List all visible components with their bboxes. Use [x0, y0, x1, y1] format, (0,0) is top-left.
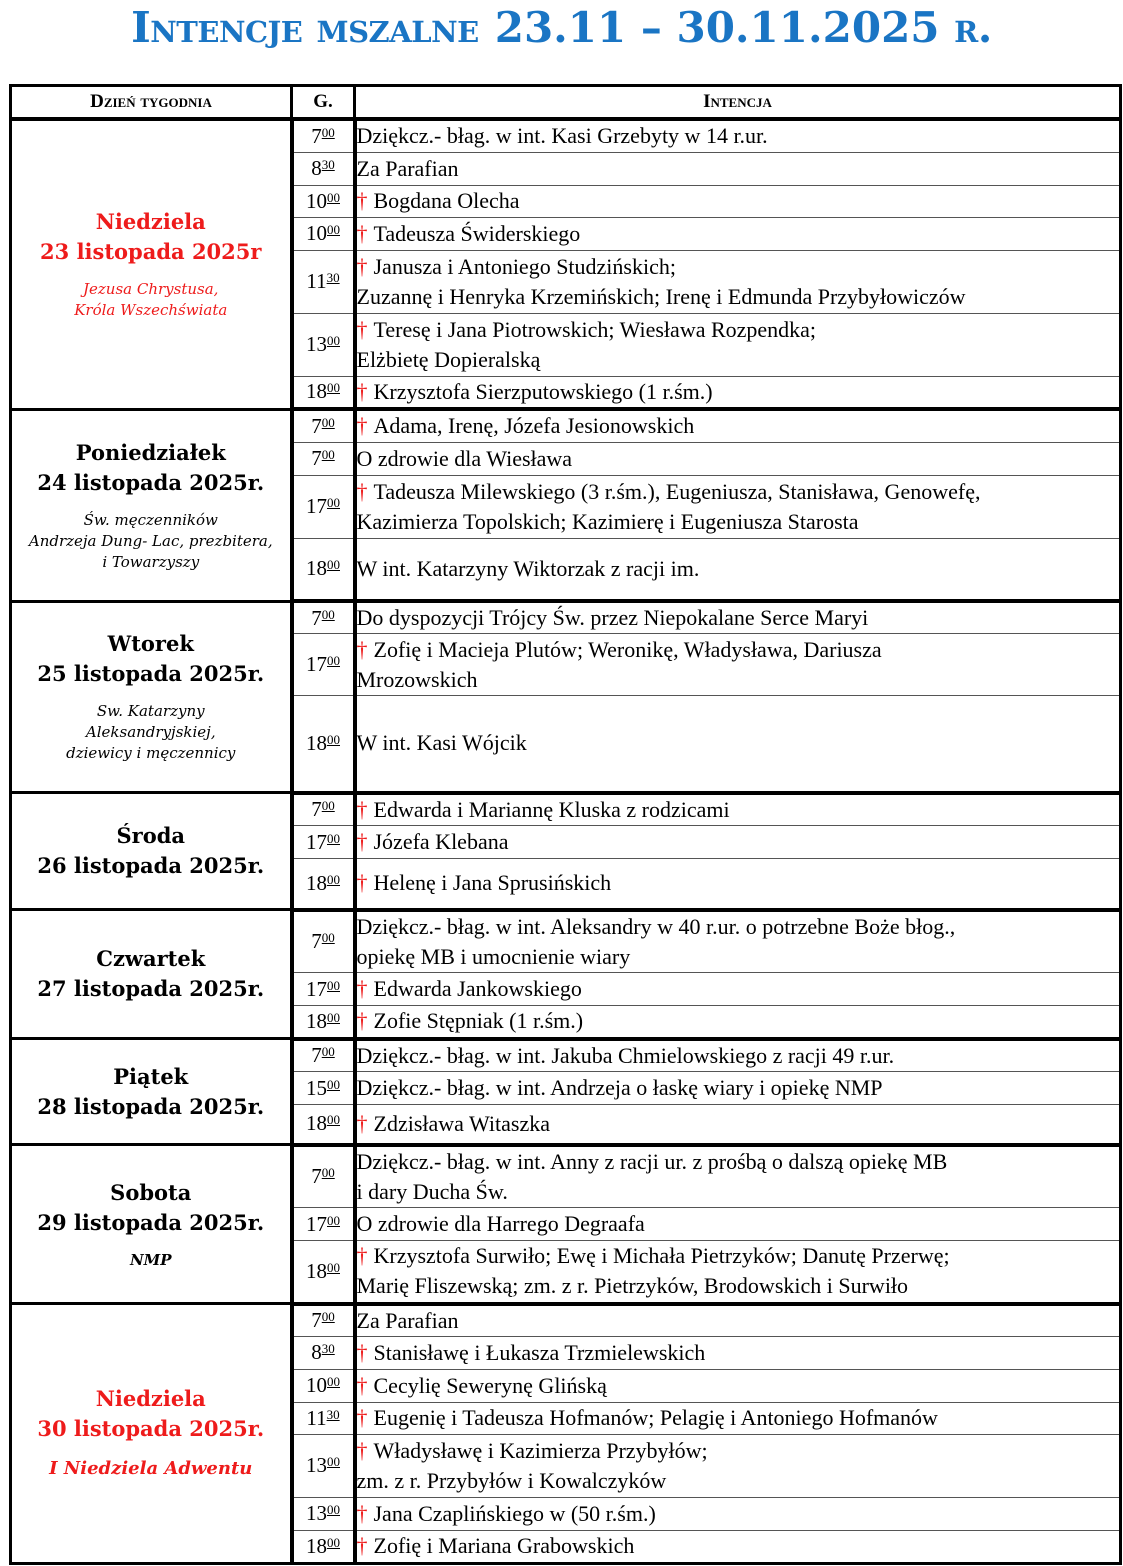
time-minutes: 00: [321, 1044, 335, 1060]
mass-time: [292, 1208, 355, 1241]
intention-line: [357, 377, 1120, 407]
mass-time: [292, 119, 355, 152]
intention-cell: [355, 973, 1121, 1006]
mass-time: [292, 1336, 355, 1369]
intention-line: [357, 444, 1120, 474]
time-hour: 7: [311, 413, 322, 438]
mass-time: [292, 1434, 355, 1497]
mass-time: [292, 793, 355, 826]
table-row: [11, 793, 1121, 826]
day-name: Czwartek: [96, 946, 206, 971]
time-hour: 7: [311, 446, 322, 470]
intention-cell: [355, 1241, 1121, 1304]
intention-line: [357, 186, 1120, 216]
intention-cell: [355, 185, 1121, 217]
intention-line: [357, 477, 1120, 507]
feast-name: [12, 701, 290, 764]
cross-icon: †: [356, 188, 368, 213]
day-date: 30 listopada 2025r.: [37, 1416, 265, 1442]
time-hour: 7: [311, 1308, 322, 1332]
time-minutes: 00: [327, 333, 340, 348]
feast-line: I Niedziela Adwentu: [49, 1458, 253, 1480]
intention-text: Cecylię Sewerynę Glińską: [373, 1372, 607, 1398]
intention-text: Zofie Stępniak (1 r.śm.): [373, 1008, 584, 1034]
mass-time: [292, 1072, 355, 1105]
cross-icon: †: [356, 1405, 368, 1430]
mass-time: [292, 1039, 355, 1072]
intention-cell: [355, 1072, 1121, 1105]
time-hour: 7: [311, 1164, 322, 1189]
feast-name: [12, 1456, 290, 1482]
time-minutes: 00: [321, 1309, 335, 1324]
intention-line: [357, 345, 1120, 375]
day-cell: [11, 1304, 292, 1564]
mass-time: [292, 634, 355, 696]
mass-time: [292, 1304, 355, 1337]
intention-text: Za Parafian: [356, 155, 459, 181]
mass-intentions-table: [9, 84, 1122, 1565]
intention-text: Edwarda i Mariannę Kluska z rodzicami: [373, 796, 730, 822]
intention-line: [357, 219, 1120, 249]
time-minutes: 30: [321, 157, 335, 172]
intention-line: [357, 554, 1120, 584]
time-minutes: 00: [327, 1374, 340, 1389]
cross-icon: †: [356, 1437, 368, 1463]
time-minutes: 00: [327, 557, 340, 573]
mass-time: [292, 442, 355, 475]
feast-name: [12, 279, 290, 321]
intention-text: Do dyspozycji Trójcy Św. przez Niepokalane Serce Maryi: [356, 605, 869, 630]
intention-cell: [355, 826, 1121, 859]
feast-line: Jezusa Chrystusa,: [83, 280, 219, 299]
time-minutes: 00: [327, 830, 340, 846]
intention-cell: [355, 793, 1121, 826]
column-header-intention: Intencja: [355, 86, 1121, 120]
intention-line: [357, 1436, 1120, 1466]
intention-text: Edwarda Jankowskiego: [373, 976, 582, 1001]
intention-line: [357, 912, 1120, 942]
time-hour: 13: [306, 1453, 327, 1477]
time-minutes: 00: [327, 1454, 340, 1469]
intention-text: Elżbietę Dopieralską: [356, 346, 541, 372]
intention-line: [357, 1403, 1120, 1433]
time-minutes: 30: [321, 1341, 335, 1356]
mass-time: [292, 475, 355, 538]
time-hour: 8: [311, 1340, 322, 1364]
intention-cell: [355, 152, 1121, 185]
intention-text: Zofię i Mariana Grabowskich: [373, 1533, 635, 1558]
time-minutes: 00: [321, 1165, 335, 1181]
intention-text: Teresę i Jana Piotrowskich; Wiesława Rozpendka;: [373, 316, 817, 342]
mass-time: [292, 601, 355, 634]
day-name: Niedziela: [95, 209, 206, 235]
intention-text: Stanisławę i Łukasza Trzmielewskich: [373, 1339, 706, 1365]
intention-line: [357, 728, 1120, 758]
intention-cell: [355, 1039, 1121, 1072]
cross-icon: †: [356, 1008, 368, 1034]
time-hour: 18: [306, 1258, 327, 1283]
intention-text: Dziękcz.- błag. w int. Aleksandry w 40 r.ur. o potrzebne Boże błog.,: [356, 913, 956, 939]
day-name: Piątek: [113, 1063, 189, 1089]
time-minutes: 00: [321, 447, 335, 462]
intention-text: i dary Ducha Św.: [356, 1178, 508, 1204]
time-minutes: 00: [321, 124, 335, 140]
title-words: Intencje mszalne: [131, 3, 479, 52]
intention-cell: [355, 376, 1121, 409]
table-row: [11, 409, 1121, 442]
mass-time: [292, 376, 355, 409]
mass-time: [292, 185, 355, 217]
time-hour: 7: [311, 797, 322, 822]
intention-line: [357, 1338, 1120, 1368]
day-date: 25 listopada 2025r.: [37, 661, 265, 687]
cross-icon: †: [356, 976, 368, 1001]
day-cell: [11, 601, 292, 793]
intention-line: [357, 795, 1120, 825]
intention-line: [357, 1371, 1120, 1401]
intention-text: O zdrowie dla Harrego Degraafa: [356, 1211, 645, 1236]
intention-text: Władysławę i Kazimierza Przybyłów;: [373, 1437, 708, 1463]
intention-text: W int. Kasi Wójcik: [356, 730, 527, 756]
time-minutes: 00: [327, 222, 340, 237]
time-hour: 17: [306, 652, 327, 676]
mass-time: [292, 910, 355, 973]
time-hour: 10: [306, 221, 327, 245]
intention-text: Zuzannę i Henryka Krzemińskich; Irenę i Edmunda Przybyłowiczów: [356, 283, 966, 309]
mass-time: [292, 250, 355, 313]
intention-text: Józefa Klebana: [373, 829, 509, 854]
column-header-day: Dzień tygodnia: [11, 86, 292, 120]
time-hour: 17: [306, 976, 327, 1001]
intention-cell: [355, 1369, 1121, 1402]
cross-icon: †: [356, 253, 368, 279]
intention-line: [357, 1177, 1120, 1207]
time-minutes: 30: [326, 270, 340, 285]
mass-time: [292, 1006, 355, 1039]
intention-line: [357, 1241, 1120, 1271]
mass-time: [292, 1145, 355, 1208]
page-title: [0, 2, 1123, 54]
intention-text: Marię Fliszewską; zm. z r. Pietrzyków, Brodowskich i Surwiło: [356, 1273, 909, 1299]
time-hour: 18: [306, 1008, 327, 1033]
time-hour: 17: [306, 829, 327, 854]
table-row: [11, 601, 1121, 634]
cross-icon: †: [356, 1243, 368, 1269]
day-date: 26 listopada 2025r.: [37, 853, 265, 878]
mass-time: [292, 409, 355, 442]
day-cell: [11, 793, 292, 910]
cross-icon: †: [356, 796, 368, 822]
time-hour: 17: [306, 1211, 327, 1236]
intention-cell: [355, 1434, 1121, 1497]
time-minutes: 00: [327, 871, 340, 887]
intention-line: [357, 1006, 1120, 1036]
table-row: [11, 1145, 1121, 1208]
title-suffix: r.: [954, 3, 992, 52]
cross-icon: †: [356, 636, 368, 662]
intention-line: [357, 1499, 1120, 1529]
time-hour: 7: [311, 1043, 322, 1068]
intention-text: Janusza i Antoniego Studzińskich;: [373, 253, 676, 279]
intention-line: [357, 665, 1120, 695]
mass-time: [292, 217, 355, 250]
time-minutes: 00: [327, 189, 340, 205]
intention-cell: [355, 601, 1121, 634]
day-date: 24 listopada 2025r.: [37, 469, 265, 495]
intention-cell: [355, 217, 1121, 250]
mass-time: [292, 696, 355, 793]
intention-text: Adama, Irenę, Józefa Jesionowskich: [373, 413, 695, 439]
day-cell: [11, 1145, 292, 1304]
intention-line: [357, 121, 1120, 151]
time-minutes: 00: [321, 798, 335, 814]
intention-cell: [355, 1208, 1121, 1241]
intention-cell: [355, 409, 1121, 442]
intention-line: [357, 411, 1120, 441]
feast-line: Św. męczenników: [83, 510, 218, 529]
intention-text: Kazimierza Topolskich; Kazimierę i Eugeniusza Starosta: [356, 508, 859, 534]
time-minutes: 00: [321, 414, 335, 430]
cross-icon: †: [356, 1372, 368, 1398]
table-row: [11, 1039, 1121, 1072]
intention-line: [357, 1041, 1120, 1071]
intention-text: Bogdana Olecha: [373, 188, 520, 213]
feast-name: [12, 510, 290, 573]
feast-line: Sw. Katarzyny: [96, 702, 205, 721]
day-name: Wtorek: [107, 631, 194, 657]
intention-cell: [355, 1402, 1121, 1434]
time-hour: 10: [306, 1373, 327, 1397]
time-hour: 17: [306, 494, 327, 518]
intention-text: Zofię i Macieja Plutów; Weronikę, Władysława, Dariusza: [373, 636, 882, 662]
intention-cell: [355, 634, 1121, 696]
intention-text: opiekę MB i umocnienie wiary: [356, 943, 631, 969]
intention-text: Jana Czaplińskiego w (50 r.śm.): [373, 1500, 656, 1526]
time-minutes: 00: [327, 1534, 340, 1550]
cross-icon: †: [356, 478, 368, 504]
time-hour: 7: [311, 605, 322, 630]
mass-time: [292, 1402, 355, 1434]
mass-time: [292, 826, 355, 859]
intention-line: [357, 827, 1120, 857]
time-minutes: 00: [321, 930, 335, 946]
intention-line: [357, 868, 1120, 898]
time-hour: 18: [306, 1111, 327, 1136]
intention-line: [357, 942, 1120, 972]
intention-text: O zdrowie dla Wiesława: [356, 445, 573, 471]
day-name: Niedziela: [95, 1386, 206, 1412]
title-dates: 23.11 – 30.11.2025: [494, 3, 940, 52]
intention-text: Tadeusza Świderskiego: [373, 220, 581, 246]
time-minutes: 00: [327, 1212, 340, 1228]
time-hour: 11: [306, 269, 327, 293]
intention-line: [357, 1306, 1120, 1336]
time-minutes: 00: [321, 606, 335, 622]
intention-text: Dziękcz.- błag. w int. Jakuba Chmielowskiego z racji 49 r.ur.: [356, 1042, 895, 1068]
time-minutes: 00: [327, 1009, 340, 1025]
intention-cell: [355, 442, 1121, 475]
intention-line: [357, 635, 1120, 665]
intention-line: [357, 1466, 1120, 1496]
cross-icon: †: [356, 413, 368, 439]
intention-line: [357, 1531, 1120, 1561]
intention-line: [357, 315, 1120, 345]
time-hour: 18: [306, 379, 327, 404]
intention-line: [357, 1147, 1120, 1177]
mass-time: [292, 1241, 355, 1304]
intention-text: Krzysztofa Surwiło; Ewę i Michała Pietrzyków; Danutę Przerwę;: [373, 1243, 950, 1269]
feast-line: Andrzeja Dung- Lac, prezbitera,: [28, 531, 273, 550]
cross-icon: †: [356, 1533, 368, 1558]
time-minutes: 00: [327, 1259, 340, 1275]
mass-time: [292, 152, 355, 185]
mass-time: [292, 538, 355, 601]
time-hour: 7: [311, 929, 322, 954]
intention-cell: [355, 538, 1121, 601]
mass-time: [292, 859, 355, 910]
feast-line: i Towarzyszy: [102, 552, 200, 571]
intention-line: [357, 507, 1120, 537]
mass-time: [292, 1497, 355, 1530]
table-row: [11, 119, 1121, 152]
intention-line: [357, 1109, 1120, 1139]
cross-icon: †: [356, 870, 368, 896]
table-body: [11, 119, 1121, 1563]
time-hour: 15: [306, 1075, 327, 1100]
intention-text: Tadeusza Milewskiego (3 r.śm.), Eugeniusza, Stanisława, Genowefę,: [373, 478, 981, 504]
intention-line: [357, 282, 1120, 312]
time-minutes: 00: [327, 495, 340, 510]
intention-line: [357, 603, 1120, 633]
intention-cell: [355, 1530, 1121, 1563]
intention-line: [357, 154, 1120, 184]
time-hour: 10: [306, 188, 327, 213]
mass-time: [292, 1105, 355, 1145]
time-hour: 7: [311, 123, 322, 148]
mass-time: [292, 313, 355, 376]
intention-cell: [355, 1105, 1121, 1145]
intention-text: Dziękcz.- błag. w int. Anny z racji ur. z prośbą o dalszą opiekę MB: [356, 1148, 948, 1174]
intention-cell: [355, 910, 1121, 973]
day-cell: [11, 119, 292, 409]
time-minutes: 00: [327, 1112, 340, 1128]
intention-cell: [355, 313, 1121, 376]
day-name: Sobota: [110, 1179, 192, 1205]
time-minutes: 00: [327, 1076, 340, 1092]
cross-icon: †: [356, 378, 368, 404]
time-hour: 18: [306, 730, 327, 755]
column-header-time: G.: [292, 86, 355, 120]
time-minutes: 00: [327, 977, 340, 993]
day-date: 27 listopada 2025r.: [37, 976, 265, 1001]
intention-line: [357, 1271, 1120, 1301]
intention-text: Helenę i Jana Sprusińskich: [373, 870, 612, 896]
intention-cell: [355, 1006, 1121, 1039]
time-minutes: 00: [327, 731, 340, 747]
intention-cell: [355, 1145, 1121, 1208]
intention-text: Eugenię i Tadeusza Hofmanów; Pelagię i Antoniego Hofmanów: [373, 1405, 938, 1430]
feast-name: [12, 1250, 290, 1271]
day-date: 28 listopada 2025r.: [37, 1093, 265, 1119]
intention-text: Zdzisława Witaszka: [373, 1110, 550, 1136]
intention-text: Za Parafian: [356, 1307, 459, 1333]
intention-text: Krzysztofa Sierzputowskiego (1 r.śm.): [373, 378, 713, 404]
intention-cell: [355, 859, 1121, 910]
day-cell: [11, 910, 292, 1039]
intention-cell: [355, 250, 1121, 313]
time-hour: 13: [306, 332, 327, 356]
intention-text: Mrozowskich: [356, 666, 478, 692]
day-cell: [11, 409, 292, 601]
mass-time: [292, 973, 355, 1006]
day-date: 23 listopada 2025r: [40, 239, 262, 265]
time-minutes: 30: [326, 1406, 340, 1422]
feast-line: Aleksandryjskiej,: [85, 723, 216, 742]
cross-icon: †: [356, 1339, 368, 1365]
intention-line: [357, 974, 1120, 1004]
intention-text: zm. z r. Przybyłów i Kowalczyków: [356, 1467, 667, 1493]
mass-time: [292, 1530, 355, 1563]
feast-line: Króla Wszechświata: [74, 301, 228, 320]
feast-line: NMP: [129, 1250, 172, 1269]
day-cell: [11, 1039, 292, 1145]
day-name: Środa: [116, 823, 186, 848]
intention-text: Dziękcz.- błag. w int. Kasi Grzebyty w 14 r.ur.: [356, 123, 768, 149]
time-hour: 13: [306, 1501, 327, 1525]
time-minutes: 00: [327, 653, 340, 668]
cross-icon: †: [356, 1500, 368, 1526]
time-hour: 18: [306, 870, 327, 895]
intention-line: [357, 252, 1120, 282]
table-row: [11, 910, 1121, 973]
intention-line: [357, 1073, 1120, 1103]
feast-line: dziewicy i męczennicy: [66, 744, 236, 763]
intention-cell: [355, 1304, 1121, 1337]
intention-cell: [355, 1336, 1121, 1369]
day-name: Poniedziałek: [75, 439, 226, 465]
cross-icon: †: [356, 829, 368, 854]
intention-text: Dziękcz.- błag. w int. Andrzeja o łaskę wiary i opiekę NMP: [356, 1075, 883, 1100]
mass-time: [292, 1369, 355, 1402]
time-hour: 18: [306, 556, 327, 581]
intention-text: W int. Katarzyny Wiktorzak z racji im.: [356, 555, 700, 581]
time-hour: 8: [311, 156, 322, 180]
intention-cell: [355, 1497, 1121, 1530]
time-minutes: 00: [327, 380, 340, 396]
cross-icon: †: [356, 316, 368, 342]
intention-cell: [355, 475, 1121, 538]
time-hour: 11: [306, 1405, 327, 1430]
time-minutes: 00: [327, 1502, 340, 1517]
table-header-row: [11, 86, 1121, 120]
intention-cell: [355, 119, 1121, 152]
intention-line: [357, 1209, 1120, 1239]
cross-icon: †: [356, 220, 368, 246]
time-hour: 18: [306, 1533, 327, 1558]
cross-icon: †: [356, 1110, 368, 1136]
intention-cell: [355, 696, 1121, 793]
day-date: 29 listopada 2025r.: [37, 1209, 265, 1235]
table-row: [11, 1304, 1121, 1337]
